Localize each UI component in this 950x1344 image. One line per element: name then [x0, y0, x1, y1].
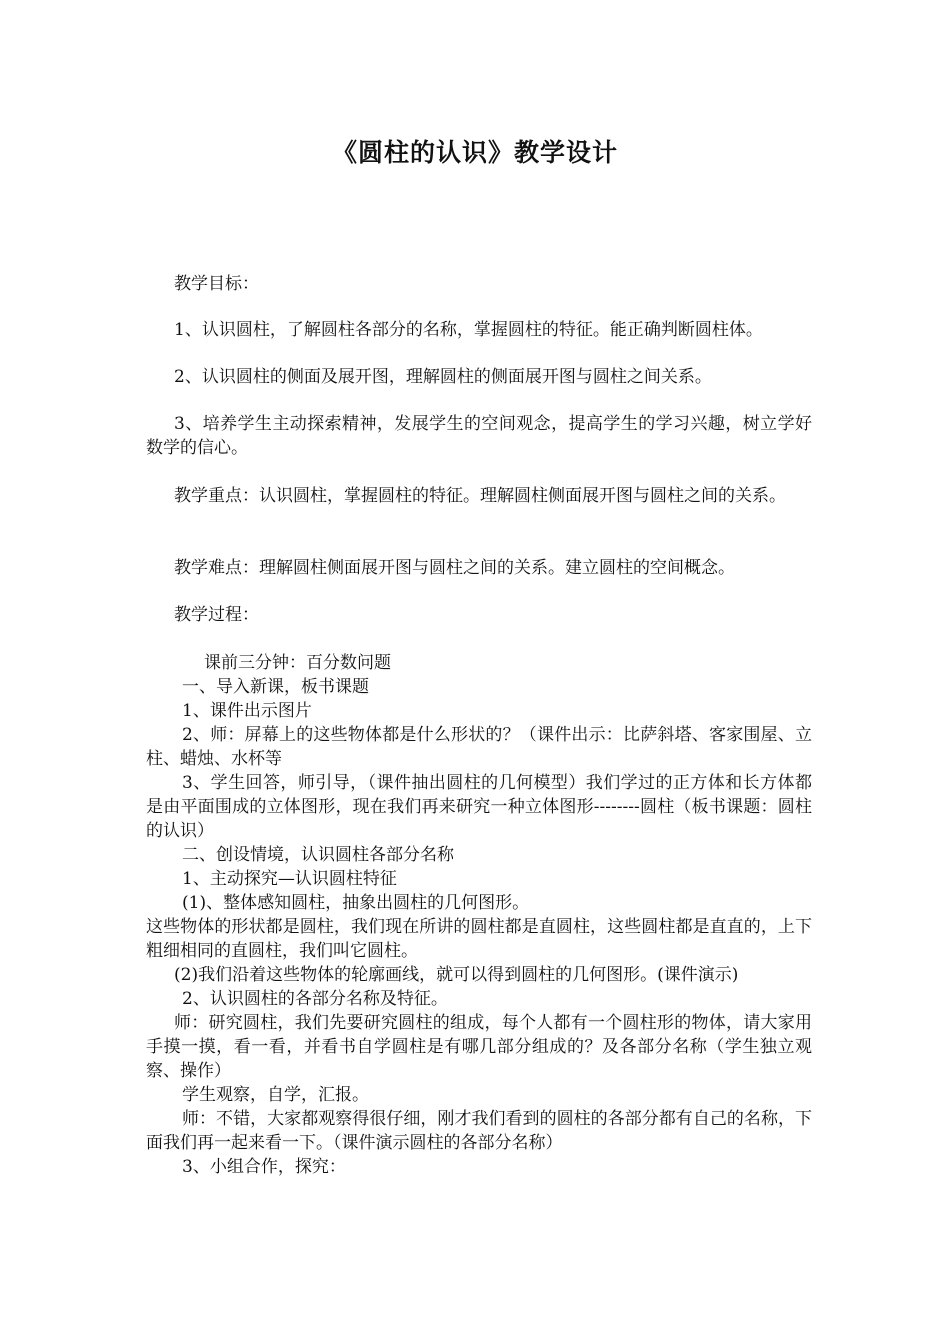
process-line: 2、认识圆柱的各部分名称及特征。	[182, 989, 448, 1009]
process-line: 学生观察，自学，汇报。	[182, 1085, 369, 1105]
process-line: 师：不错，大家都观察得很仔细，刚才我们看到的圆柱的各部分都有自己的名称，下面我们再一起来看一下。（课件演示圆柱的各部分名称）	[146, 1109, 812, 1153]
process-line: 师：研究圆柱，我们先要研究圆柱的组成，每个人都有一个圆柱形的物体，请大家用手摸一摸，看一看，并看书自学圆柱是有哪几部分组成的？及各部分名称（学生独立观察、操作）	[146, 1013, 812, 1081]
process-line: 二、创设情境，认识圆柱各部分名称	[182, 845, 454, 865]
process-line: 3、小组合作，探究：	[182, 1157, 346, 1177]
process-line: 课前三分钟：百分数问题	[204, 653, 391, 673]
process-line: (1)、整体感知圆柱，抽象出圆柱的几何图形。	[182, 893, 530, 913]
process-line: 这些物体的形状都是圆柱，我们现在所讲的圆柱都是直圆柱，这些圆柱都是直直的，上下粗细相同的直圆柱，我们叫它圆柱。	[146, 917, 812, 961]
key-point: 教学重点：认识圆柱，掌握圆柱的特征。理解圆柱侧面展开图与圆柱之间的关系。	[174, 486, 786, 506]
process-line: 1、课件出示图片	[182, 701, 312, 721]
process-heading: 教学过程：	[174, 605, 259, 625]
process-line: (2)我们沿着这些物体的轮廓画线，就可以得到圆柱的几何图形。(课件演示)	[174, 965, 739, 985]
process-line: 1、主动探究—认识圆柱特征	[182, 869, 397, 889]
process-line: 2、师：屏幕上的这些物体都是什么形状的？（课件出示：比萨斜塔、客家围屋、立柱、蜡烛、水杯等	[146, 725, 812, 769]
objectives-heading: 教学目标：	[174, 274, 259, 294]
objective-3: 3、培养学生主动探索精神，发展学生的空间观念，提高学生的学习兴趣，树立学好数学的信心。	[146, 414, 812, 458]
difficulty: 教学难点：理解圆柱侧面展开图与圆柱之间的关系。建立圆柱的空间概念。	[174, 558, 735, 578]
document-title: 《圆柱的认识》教学设计	[331, 138, 618, 167]
process-line: 一、导入新课，板书课题	[182, 677, 369, 697]
objective-1: 1、认识圆柱，了解圆柱各部分的名称，掌握圆柱的特征。能正确判断圆柱体。	[174, 320, 763, 340]
objective-2: 2、认识圆柱的侧面及展开图，理解圆柱的侧面展开图与圆柱之间关系。	[174, 367, 712, 387]
process-line: 3、学生回答，师引导，（课件抽出圆柱的几何模型）我们学过的正方体和长方体都是由平面围成的立体图形，现在我们再来研究一种立体图形--------圆柱（板书课题：圆柱的认识）	[146, 773, 812, 841]
